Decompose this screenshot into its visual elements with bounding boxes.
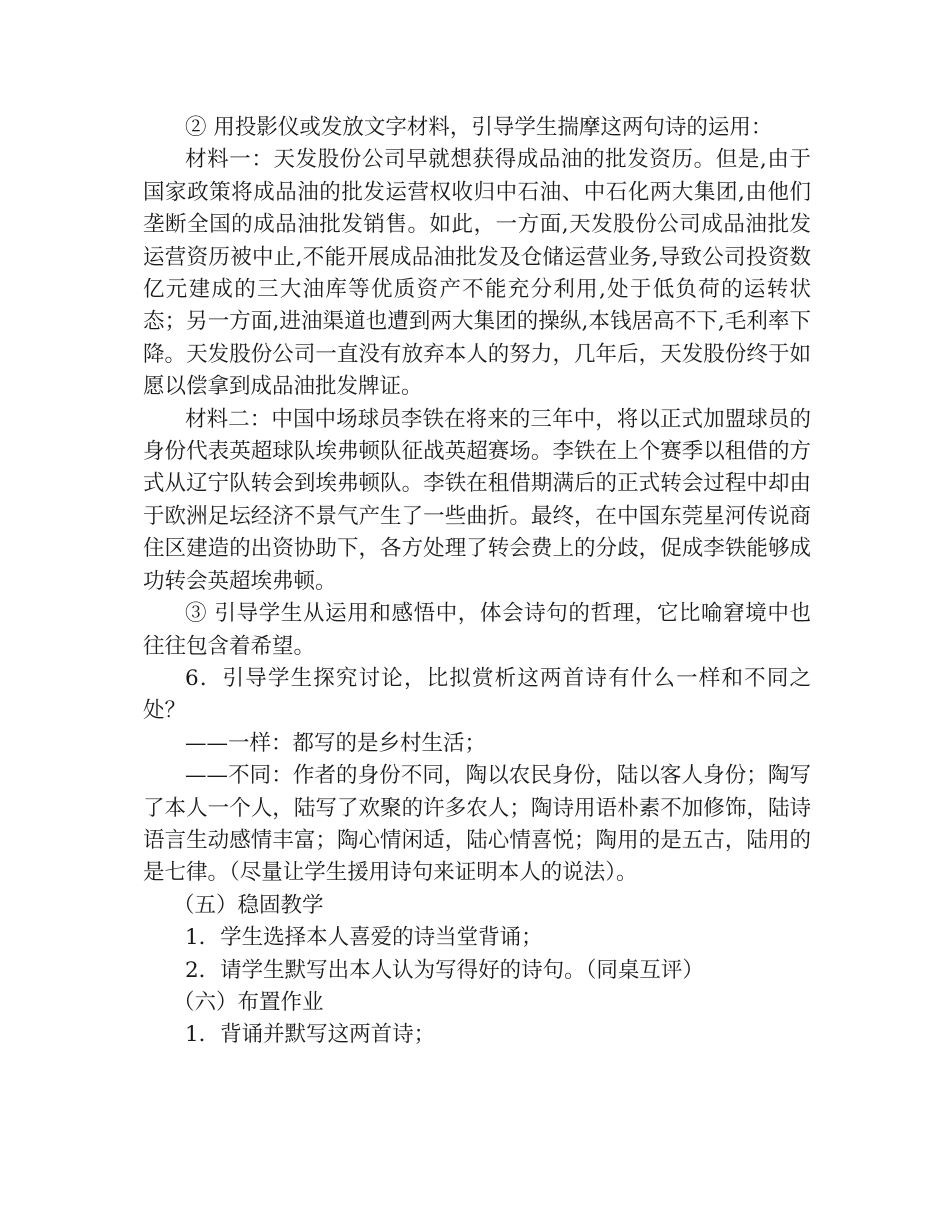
paragraph-step-3: ③ 引导学生从运用和感悟中，体会诗句的哲理，它比喻窘境中也往往包含着希望。 bbox=[143, 601, 811, 659]
paragraph-similarity: ——一样：都写的是乡村生活； bbox=[185, 730, 487, 756]
paragraph-material-1: 材料一：天发股份公司早就想获得成品油的批发资历。但是,由于国家政策将成品油的批发运营权收归中石油、中石化两大集团,由他们垄断全国的成品油批发销售。如此，一方面,天发股份公司成品油批发运营资历被中止,不能开展成品油批发及仓储运营业务,导致公司投资数亿元建成的三大油库等优质资产不能充分利用,处于低负荷的运转状态；另一方面,进油渠道也遭到两大集团的操纵,本钱居高不下,毛利率下降。天发股份公司一直没有放弃本人的努力，几年后，天发股份终于如愿以偿拿到成品油批发牌证。 bbox=[143, 147, 811, 400]
list-item-homework-1: 1．背诵并默写这两首诗； bbox=[185, 1022, 436, 1048]
document-page bbox=[143, 112, 811, 1052]
paragraph-step-2: ② 用投影仪或发放文字材料，引导学生揣摩这两句诗的运用： bbox=[185, 115, 773, 140]
section-heading-homework: （六）布置作业 bbox=[173, 989, 324, 1015]
list-item-dictation: 2．请学生默写出本人认为写得好的诗句。（同桌互评） bbox=[185, 957, 704, 983]
paragraph-item-6: 6．引导学生探究讨论，比拟赏析这两首诗有什么一样和不同之处？ bbox=[143, 665, 811, 724]
section-heading-consolidation: （五）稳固教学 bbox=[173, 892, 324, 918]
list-item-recite: 1．学生选择本人喜爱的诗当堂背诵； bbox=[185, 925, 543, 951]
paragraph-material-2: 材料二：中国中场球员李铁在将来的三年中，将以正式加盟球员的身份代表英超球队埃弗顿队征战英超赛场。李铁在上个赛季以租借的方式从辽宁队转会到埃弗顿队。李铁在租借期满后的正式转会过程中却由于欧洲足坛经济不景气产生了一些曲折。最终，在中国东莞星河传说商住区建造的出资协助下，各方处理了转会费上的分歧，促成李铁能够成功转会英超埃弗顿。 bbox=[143, 406, 811, 594]
paragraph-difference: ——不同：作者的身份不同，陶以农民身份，陆以客人身份；陶写了本人一个人，陆写了欢聚的许多农人；陶诗用语朴素不加修饰，陆诗语言生动感情丰富；陶心情闲适，陆心情喜悦；陶用的是五古，陆用的是七律。（尽量让学生援用诗句来证明本人的说法）。 bbox=[143, 763, 811, 886]
